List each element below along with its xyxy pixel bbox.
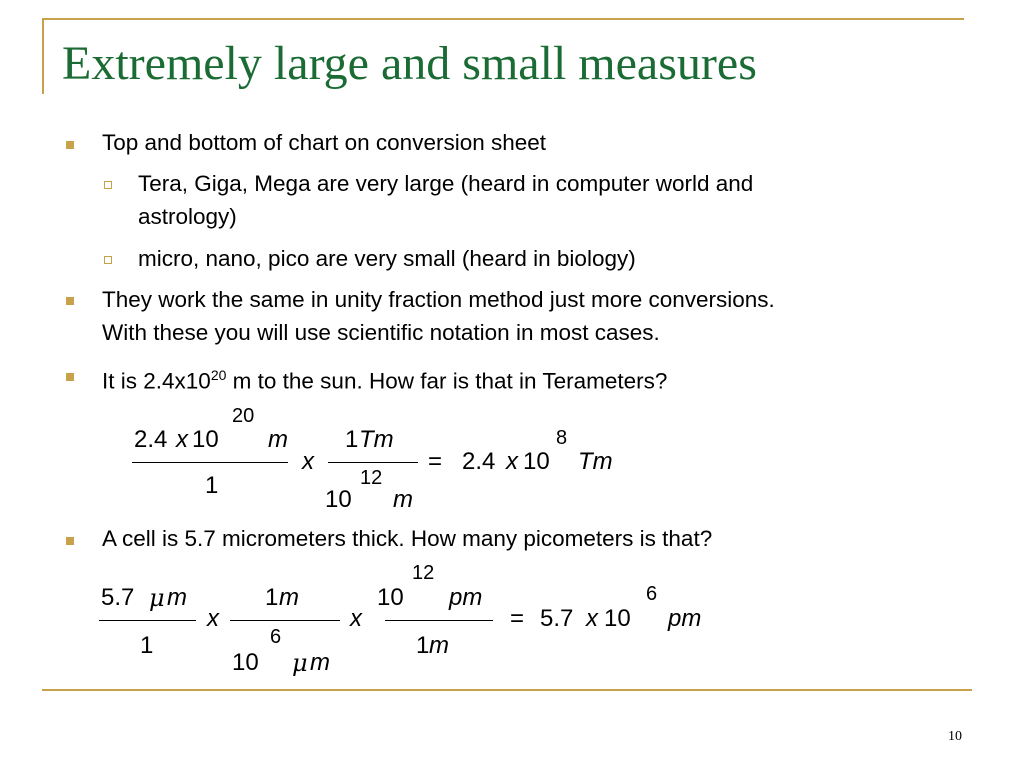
eq-number: 5.7 <box>540 605 574 632</box>
eq-unit: Tm <box>359 426 394 453</box>
footer-rule <box>42 689 972 691</box>
page-number: 10 <box>948 729 962 744</box>
eq-unit: m <box>429 632 449 659</box>
eq-times-symbol: x <box>176 426 188 453</box>
bullet-text-end: m to the sun. How far is that in Terameters? <box>226 368 668 394</box>
eq-exponent: 8 <box>556 427 568 449</box>
fraction-bar <box>230 620 340 621</box>
eq-number: 2.4 <box>134 426 168 453</box>
sub-bullet-text: micro, nano, pico are very small (heard in biology) <box>138 246 636 271</box>
eq-unit: m <box>279 584 299 611</box>
eq-number: 2.4 <box>462 448 496 475</box>
slide-title: Extremely large and small measures <box>62 37 757 90</box>
eq-unit: m <box>167 584 187 611</box>
eq-equals: = <box>510 605 525 632</box>
eq-times-symbol: x <box>350 605 362 632</box>
eq-times-symbol: x <box>302 448 314 475</box>
eq-times-symbol: x <box>207 605 219 632</box>
top-accent-rule <box>42 18 964 20</box>
eq-unit: m <box>268 426 288 453</box>
bullet-text: A cell is 5.7 micrometers thick. How many picometers is that? <box>102 526 713 551</box>
bullet-marker <box>66 373 74 381</box>
eq-exponent: 12 <box>412 562 435 584</box>
eq-exponent: 6 <box>270 626 282 648</box>
eq-unit: pm <box>449 584 483 611</box>
bullet-marker <box>66 537 74 545</box>
eq-number: 5.7 <box>101 584 135 611</box>
eq-number: 10 <box>377 584 404 611</box>
eq-number: 10 <box>192 426 219 453</box>
eq-number: 1 <box>345 426 359 453</box>
eq-number: 1 <box>140 632 154 659</box>
bullet-text <box>102 359 667 398</box>
fraction-bar <box>132 462 288 463</box>
fraction-bar <box>385 620 493 621</box>
eq-unit: m <box>393 486 413 513</box>
eq-exponent: 12 <box>360 467 383 489</box>
sub-bullet-text: Tera, Giga, Mega are very large (heard in computer world and <box>138 171 754 196</box>
eq-times-symbol: x <box>586 605 598 632</box>
eq-unit: Tm <box>578 448 613 475</box>
sub-bullet-marker <box>104 256 112 264</box>
bullet-text: They work the same in unity fraction method just more conversions. <box>102 287 775 312</box>
eq-number: 10 <box>325 486 352 513</box>
eq-exponent: 20 <box>232 405 255 427</box>
sub-bullet-marker <box>104 181 112 189</box>
bullet-text-continued: With these you will use scientific notation in most cases. <box>102 320 660 345</box>
eq-number: 10 <box>523 448 550 475</box>
eq-unit: pm <box>668 605 702 632</box>
bullet-text-start: It is 2.4x10 <box>102 368 211 394</box>
eq-number: 1 <box>416 632 430 659</box>
sub-bullet-text-continued: astrology) <box>138 204 237 229</box>
eq-equals: = <box>428 448 443 475</box>
exponent: 20 <box>210 367 227 383</box>
eq-number: 1 <box>205 472 219 499</box>
eq-mu-symbol: μ <box>292 649 308 677</box>
eq-times-symbol: x <box>506 448 518 475</box>
eq-exponent: 6 <box>646 583 658 605</box>
fraction-bar <box>328 462 418 463</box>
bullet-marker <box>66 297 74 305</box>
eq-number: 1 <box>265 584 279 611</box>
eq-number: 10 <box>232 649 259 676</box>
bullet-marker <box>66 141 74 149</box>
fraction-bar <box>99 620 196 621</box>
left-accent-rule <box>42 18 44 94</box>
eq-mu-symbol: μ <box>149 584 165 612</box>
bullet-text: Top and bottom of chart on conversion sheet <box>102 130 547 155</box>
eq-unit: m <box>310 649 330 676</box>
eq-number: 10 <box>604 605 631 632</box>
